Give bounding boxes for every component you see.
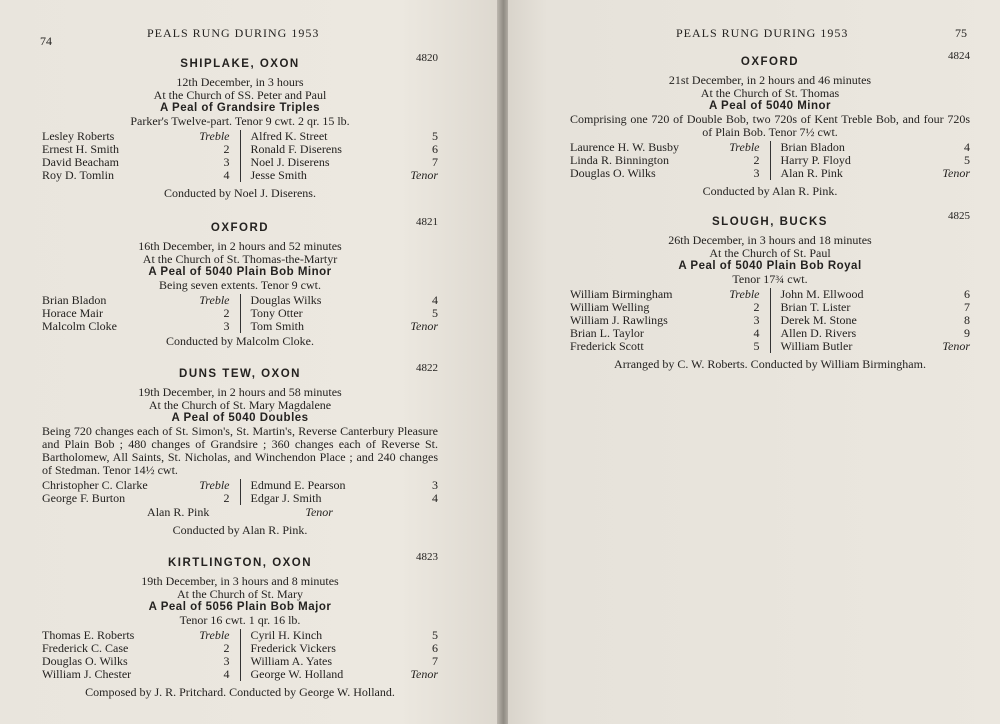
ringer-name: John M. Ellwood	[780, 287, 864, 301]
bell-number: 5	[432, 628, 438, 642]
ringer-name: Allen D. Rivers	[780, 326, 857, 340]
peal-entry	[42, 216, 438, 348]
peal-conductor: Arranged by C. W. Roberts. Conducted by William Birmingham.	[614, 357, 926, 371]
bell-number: 5	[432, 306, 438, 320]
peal-date: 26th December, in 3 hours and 18 minutes	[668, 233, 872, 247]
peal-church: At the Church of St. Thomas-the-Martyr	[142, 252, 338, 266]
peal-details: Tenor 17¾ cwt.	[732, 272, 808, 286]
ringer-table	[42, 479, 438, 505]
bell-number: Treble	[199, 478, 230, 492]
page-number: 74	[40, 34, 52, 48]
ringer-name: Alan R. Pink	[147, 505, 210, 519]
ringer-table	[42, 130, 438, 182]
ringer-name: Malcolm Cloke	[42, 319, 117, 333]
ringer-row	[781, 340, 971, 353]
ringer-row	[251, 492, 439, 505]
peal-entry	[570, 210, 970, 371]
ringer-row	[781, 167, 971, 180]
ringer-name: Christopher C. Clarke	[42, 478, 148, 492]
ringer-name: Horace Mair	[42, 306, 103, 320]
peal-entry	[42, 551, 438, 699]
ringer-name: Tom Smith	[250, 319, 305, 333]
ringer-name: George W. Holland	[250, 667, 344, 681]
bell-number: 3	[432, 478, 438, 492]
bell-number: 3	[223, 155, 230, 169]
peal-details: Parker's Twelve-part. Tenor 9 cwt. 2 qr. 15 lb.	[130, 114, 350, 128]
peal-entry	[42, 52, 438, 200]
ringer-row	[570, 167, 760, 180]
ringer-table	[42, 294, 438, 333]
peal-conductor: Conducted by Alan R. Pink.	[172, 523, 308, 537]
bell-number: 2	[223, 142, 230, 156]
ringer-table	[570, 141, 970, 180]
bell-number: Tenor	[942, 166, 970, 180]
bell-number: 5	[432, 129, 438, 143]
peal-date: 12th December, in 3 hours	[176, 75, 304, 89]
peal-number: 4822	[416, 362, 438, 374]
ringer-name: Brian Bladon	[42, 293, 107, 307]
peal-method: A Peal of Grandsire Triples	[159, 102, 321, 114]
bell-number: 7	[432, 155, 438, 169]
peal-details: Comprising one 720 of Double Bob, two 720s of Kent Treble Bob, and four 720s of Plain Bob. Tenor 7½ cwt.	[570, 112, 970, 139]
bell-number: 4	[753, 326, 760, 340]
ringer-name: Douglas O. Wilks	[570, 166, 656, 180]
peal-method: A Peal of 5040 Minor	[708, 100, 832, 112]
peal-title: SLOUGH, BUCKS	[712, 216, 828, 228]
ringer-name: Edmund E. Pearson	[250, 478, 346, 492]
bell-number: Treble	[199, 628, 230, 642]
peal-method: A Peal of 5040 Plain Bob Minor	[148, 266, 332, 278]
bell-number: 4	[223, 168, 230, 182]
peal-number: 4820	[416, 52, 438, 64]
bell-number: 3	[753, 313, 760, 327]
ringer-row	[251, 320, 439, 333]
ringer-name: Brian L. Taylor	[570, 326, 644, 340]
bell-number: 7	[432, 654, 438, 668]
bell-number: Tenor	[942, 339, 970, 353]
peal-details: Being seven extents. Tenor 9 cwt.	[159, 278, 321, 292]
peal-method: A Peal of 5056 Plain Bob Major	[148, 601, 332, 613]
peal-title: DUNS TEW, OXON	[179, 368, 301, 380]
peal-method: A Peal of 5040 Plain Bob Royal	[678, 260, 862, 272]
ringer-name: Jesse Smith	[250, 168, 307, 182]
ringer-row	[251, 668, 439, 681]
peal-method: A Peal of 5040 Doubles	[171, 412, 309, 424]
peal-date: 19th December, in 3 hours and 8 minutes	[141, 574, 339, 588]
ringer-row	[42, 668, 230, 681]
ringer-name: Tony Otter	[250, 306, 303, 320]
bell-number: 9	[964, 326, 970, 340]
bell-number: Treble	[199, 129, 230, 143]
ringer-name: Thomas E. Roberts	[42, 628, 135, 642]
ringer-name: Douglas O. Wilks	[42, 654, 128, 668]
ringer-name: Frederick C. Case	[42, 641, 129, 655]
ringer-table	[570, 288, 970, 353]
ringer-row	[42, 169, 230, 182]
bell-number: 2	[753, 153, 760, 167]
bell-number: 2	[223, 306, 230, 320]
peal-conductor: Conducted by Malcolm Cloke.	[166, 334, 314, 348]
peal-number: 4824	[948, 50, 970, 62]
bell-number: 2	[753, 300, 760, 314]
bell-number: 6	[964, 287, 970, 301]
bell-number: 4	[223, 667, 230, 681]
peal-details: Tenor 16 cwt. 1 qr. 16 lb.	[179, 613, 301, 627]
ringer-table	[42, 629, 438, 681]
bell-number: Tenor	[410, 168, 438, 182]
peal-entry	[42, 362, 438, 537]
peal-church: At the Church of St. Mary Magdalene	[148, 398, 332, 412]
ringer-name: Douglas Wilks	[250, 293, 322, 307]
ringer-name: Linda R. Binnington	[570, 153, 669, 167]
bell-number: 5	[753, 339, 760, 353]
peal-date: 21st December, in 2 hours and 46 minutes	[668, 73, 872, 87]
ringer-name: William A. Yates	[250, 654, 333, 668]
ringer-name: Laurence H. W. Busby	[570, 140, 679, 154]
ringer-name: William Welling	[570, 300, 650, 314]
right-page	[508, 0, 1000, 724]
peal-number: 4821	[416, 216, 438, 228]
bell-number: Treble	[729, 287, 760, 301]
ringer-name: Cyril H. Kinch	[250, 628, 323, 642]
ringer-name: Alan R. Pink	[780, 166, 843, 180]
peal-date: 19th December, in 2 hours and 58 minutes	[138, 385, 342, 399]
ringer-name: William Butler	[780, 339, 853, 353]
peal-title: OXFORD	[210, 222, 270, 234]
bell-number: 3	[753, 166, 760, 180]
bell-number: 4	[964, 140, 970, 154]
ringer-name: Frederick Vickers	[250, 641, 336, 655]
ringer-name: William J. Rawlings	[570, 313, 668, 327]
ringer-name: Edgar J. Smith	[250, 491, 322, 505]
bell-number: 2	[223, 491, 230, 505]
peal-number: 4823	[416, 551, 438, 563]
peal-title: SHIPLAKE, OXON	[180, 58, 300, 70]
peal-conductor: Conducted by Alan R. Pink.	[702, 184, 838, 198]
bell-number: 3	[223, 654, 230, 668]
ringer-name: Derek M. Stone	[780, 313, 857, 327]
ringer-name: Brian Bladon	[780, 140, 845, 154]
ringer-name: Frederick Scott	[570, 339, 644, 353]
ringer-name: Lesley Roberts	[42, 129, 115, 143]
bell-number: Treble	[729, 140, 760, 154]
peal-entry	[570, 50, 970, 198]
peal-church: At the Church of St. Paul	[709, 246, 831, 260]
bell-number: 4	[432, 293, 438, 307]
ringer-name: Ronald F. Diserens	[250, 142, 342, 156]
peal-date: 16th December, in 2 hours and 52 minutes	[138, 239, 342, 253]
running-header: PEALS RUNG DURING 1953	[676, 26, 849, 40]
ringer-row	[42, 320, 230, 333]
peal-church: At the Church of SS. Peter and Paul	[153, 88, 327, 102]
ringer-name: Brian T. Lister	[780, 300, 851, 314]
ringer-name: William Birmingham	[570, 287, 673, 301]
peal-details: Being 720 changes each of St. Simon's, St. Martin's, Reverse Canterbury Pleasure and Plain Bob ; 480 changes of Grandsire ; 360 changes each of Reverse St. Bartholomew, All Saints, St. Nicholas, and Winchendon Place ; and 240 changes of Stedman. Tenor 14½ cwt.	[42, 424, 438, 477]
peal-number: 4825	[948, 210, 970, 222]
ringer-name: Alfred K. Street	[250, 129, 328, 143]
ringer-name: David Beacham	[42, 155, 119, 169]
bell-number: Tenor	[410, 319, 438, 333]
ringer-name: Noel J. Diserens	[250, 155, 330, 169]
ringer-row	[251, 169, 439, 182]
ringer-name: William J. Chester	[42, 667, 132, 681]
ringer-row	[570, 340, 760, 353]
bell-number: 8	[964, 313, 970, 327]
ringer-name: Ernest H. Smith	[42, 142, 119, 156]
ringer-name: George F. Burton	[42, 491, 126, 505]
bell-number: Tenor	[410, 667, 438, 681]
bell-number: 7	[964, 300, 970, 314]
bell-number: 4	[432, 491, 438, 505]
ringer-name: Harry P. Floyd	[780, 153, 851, 167]
bell-number: 2	[223, 641, 230, 655]
bell-number: 3	[223, 319, 230, 333]
peal-church: At the Church of St. Mary	[177, 587, 303, 601]
bell-number: Treble	[199, 293, 230, 307]
peal-church: At the Church of St. Thomas	[700, 86, 840, 100]
ringer-row	[42, 506, 438, 519]
running-header: PEALS RUNG DURING 1953	[147, 26, 320, 40]
peal-title: KIRTLINGTON, OXON	[167, 557, 313, 569]
peal-title: OXFORD	[740, 56, 800, 68]
bell-number: Tenor	[305, 505, 333, 519]
ringer-name: Roy D. Tomlin	[42, 168, 114, 182]
page-number: 75	[955, 26, 967, 40]
bell-number: 6	[432, 142, 438, 156]
bell-number: 6	[432, 641, 438, 655]
bell-number: 5	[964, 153, 970, 167]
peal-conductor: Conducted by Noel J. Diserens.	[164, 186, 316, 200]
ringer-row	[42, 492, 230, 505]
peal-conductor: Composed by J. R. Pritchard. Conducted by George W. Holland.	[85, 685, 395, 699]
